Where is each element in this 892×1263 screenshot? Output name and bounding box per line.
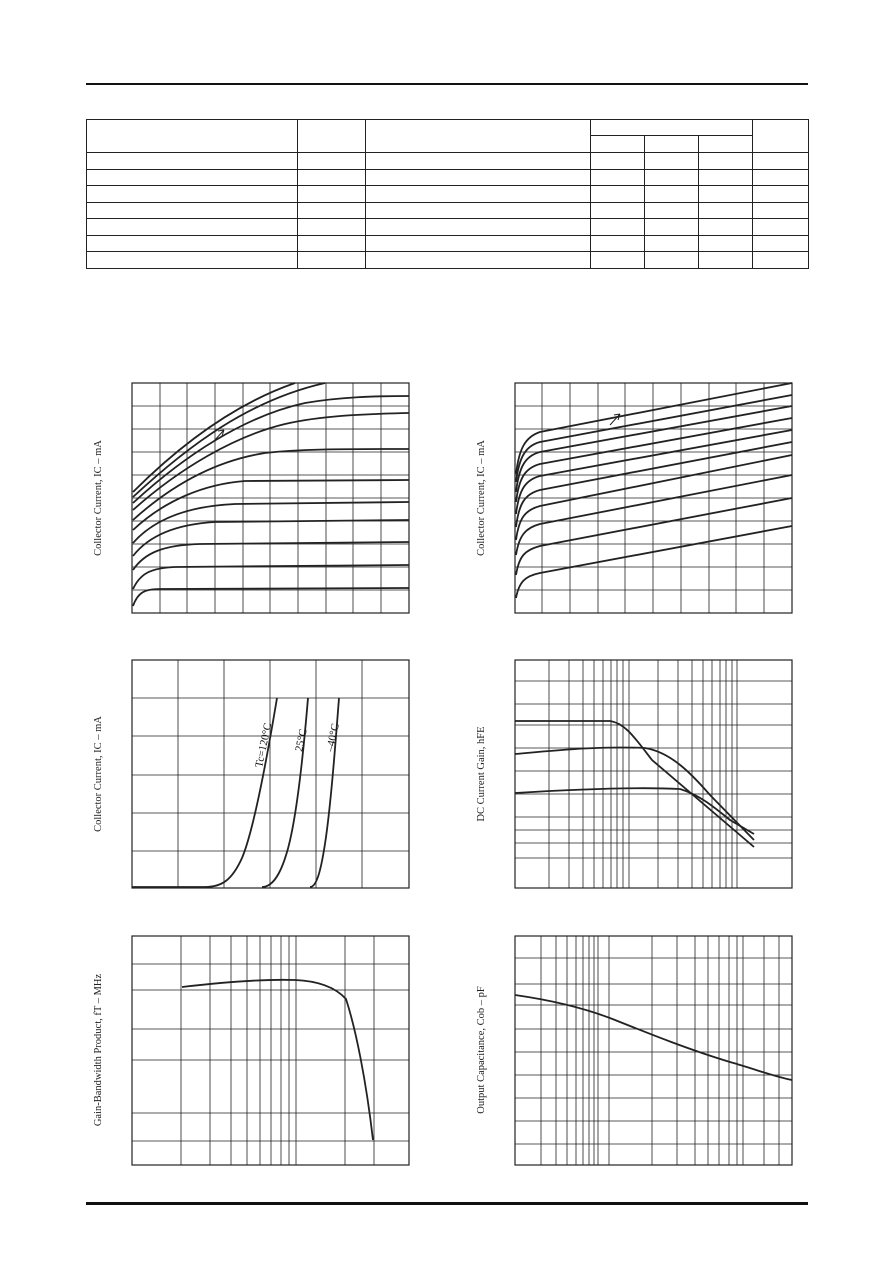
hfe-ic-chart: [515, 660, 792, 888]
grid-lines: [515, 383, 792, 613]
plot-frame: [132, 660, 409, 888]
curve-pointer-arrow: [610, 414, 620, 425]
ic-vbe-chart: [132, 660, 409, 888]
curve-label-tc-120: Tc=120°C: [253, 721, 275, 769]
ic-vbe-ylabel: Collector Current, IC – mA: [93, 716, 104, 832]
ic-vce-right-ylabel: Collector Current, IC – mA: [476, 440, 487, 556]
gain-curves: [515, 721, 754, 847]
ft-ic-chart: [132, 936, 409, 1165]
characteristic-curves: [516, 383, 792, 598]
hfe-ic-ylabel: DC Current Gain, hFE: [476, 726, 487, 822]
cob-vcb-ylabel: Output Capacitance, Cob – pF: [476, 986, 487, 1114]
transfer-curves: [132, 698, 339, 887]
grid-lines: [132, 383, 409, 613]
cob-curve: [515, 995, 792, 1080]
plot-frame: [515, 936, 792, 1165]
grid-lines: [515, 936, 792, 1165]
ic-vce-right-chart: [515, 383, 792, 613]
cob-vcb-chart: [515, 936, 792, 1165]
grid-lines: [132, 936, 409, 1165]
curve-label-25: 25°C: [293, 727, 310, 753]
grid-lines: [515, 660, 792, 888]
curve-label-minus-40: –40°C: [324, 722, 342, 753]
ft-ic-ylabel: Gain-Bandwidth Product, fT – MHz: [93, 973, 104, 1127]
ic-vce-left-chart: [132, 383, 409, 613]
grid-lines: [132, 660, 409, 888]
footer-rule: [86, 1202, 808, 1205]
plot-frame: [515, 660, 792, 888]
ic-vce-left-ylabel: Collector Current, IC – mA: [93, 440, 104, 556]
plot-frame: [132, 936, 409, 1165]
characteristic-curves: [133, 383, 409, 606]
